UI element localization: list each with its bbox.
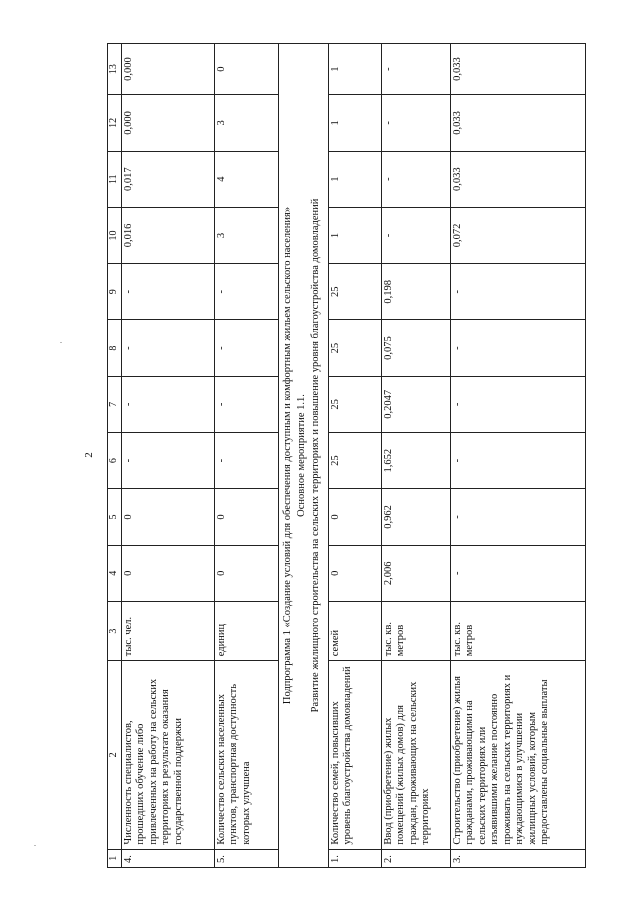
value-cell: 1: [328, 207, 381, 263]
value-cell: 0: [328, 545, 381, 601]
table-row: [328, 44, 381, 868]
value-cell: 1,652: [381, 433, 450, 489]
value-cell: 1: [328, 151, 381, 207]
value-cell: 1: [328, 95, 381, 151]
value-cell: 25: [328, 376, 381, 432]
value-cell: 0: [214, 489, 278, 545]
indicator-name: Количество семей, повысивших уровень благоустройства домовладений: [328, 661, 381, 849]
value-cell: -: [121, 264, 214, 320]
column-header: 11: [108, 151, 122, 207]
indicator-name: Строительство (приобретение) жилья гражданами, проживающими на сельских территориях или изъявившими желание постоянно проживать на сельских территориях и нуждающимися в улучшении жилищных условий, которым предоставлены социальные выплаты: [450, 661, 585, 849]
rotated-table-container: [107, 43, 607, 868]
value-cell: -: [450, 320, 585, 376]
scan-artifact: [34, 845, 36, 846]
value-cell: 0: [214, 545, 278, 601]
value-cell: -: [121, 433, 214, 489]
value-cell: 0,075: [381, 320, 450, 376]
unit-cell: тыс. кв. метров: [450, 601, 585, 660]
value-cell: 25: [328, 320, 381, 376]
indicator-name: Ввод (приобретение) жилых помещений (жилых домов) для граждан, проживающих на сельских территориях: [381, 661, 450, 849]
column-header: 3: [108, 601, 122, 660]
table-row: [450, 44, 585, 868]
value-cell: 0: [121, 489, 214, 545]
value-cell: -: [450, 376, 585, 432]
column-header: 12: [108, 95, 122, 151]
value-cell: 0,962: [381, 489, 450, 545]
value-cell: -: [214, 433, 278, 489]
table-row: [121, 44, 214, 868]
value-cell: 0,033: [450, 95, 585, 151]
column-header: 1: [108, 849, 122, 867]
value-cell: -: [450, 489, 585, 545]
value-cell: 0,2047: [381, 376, 450, 432]
value-cell: 4: [214, 151, 278, 207]
main-activity-title: Основное мероприятие 1.1.: [295, 394, 307, 517]
value-cell: 0,033: [450, 44, 585, 95]
value-cell: -: [381, 95, 450, 151]
scan-artifact: [60, 342, 62, 343]
table-row: [214, 44, 278, 868]
column-header: 10: [108, 207, 122, 263]
column-header: 2: [108, 661, 122, 849]
subprogram-title: Подпрограмма 1 «Создание условий для обеспечения доступным и комфортным жильем сельского населения»: [281, 206, 293, 705]
column-header: 4: [108, 545, 122, 601]
page-number: 2: [83, 452, 95, 458]
column-number-row: [108, 44, 122, 868]
value-cell: -: [214, 264, 278, 320]
value-cell: -: [121, 320, 214, 376]
value-cell: -: [450, 545, 585, 601]
activity-description: Развитие жилищного строительства на сельских территориях и повышение уровня благоустройства домовладений: [309, 198, 321, 713]
value-cell: 0,033: [450, 151, 585, 207]
value-cell: 1: [328, 44, 381, 95]
indicator-name: Количество сельских населенных пунктов, транспортная доступность которых улучшена: [214, 661, 278, 849]
subprogram-heading: [278, 44, 328, 868]
value-cell: 3: [214, 207, 278, 263]
value-cell: -: [214, 320, 278, 376]
value-cell: 2,006: [381, 545, 450, 601]
value-cell: 0,016: [121, 207, 214, 263]
value-cell: 0,072: [450, 207, 585, 263]
value-cell: -: [450, 264, 585, 320]
unit-cell: тыс. чел.: [121, 601, 214, 660]
column-header: 13: [108, 44, 122, 95]
value-cell: 25: [328, 264, 381, 320]
indicators-table: [107, 43, 586, 868]
value-cell: 25: [328, 433, 381, 489]
value-cell: -: [450, 433, 585, 489]
value-cell: -: [381, 44, 450, 95]
value-cell: 0,000: [121, 95, 214, 151]
column-header: 5: [108, 489, 122, 545]
row-number: 5.: [214, 849, 278, 867]
value-cell: 0: [214, 44, 278, 95]
unit-cell: единиц: [214, 601, 278, 660]
row-number: 3.: [450, 849, 585, 867]
value-cell: 0: [328, 489, 381, 545]
value-cell: 0,017: [121, 151, 214, 207]
column-header: 8: [108, 320, 122, 376]
value-cell: 0,198: [381, 264, 450, 320]
value-cell: 0: [121, 545, 214, 601]
row-number: 1.: [328, 849, 381, 867]
row-number: 2.: [381, 849, 450, 867]
column-header: 6: [108, 433, 122, 489]
value-cell: 0,000: [121, 44, 214, 95]
value-cell: -: [381, 151, 450, 207]
column-header: 9: [108, 264, 122, 320]
value-cell: -: [381, 207, 450, 263]
column-header: 7: [108, 376, 122, 432]
unit-cell: тыс. кв. метров: [381, 601, 450, 660]
value-cell: -: [121, 376, 214, 432]
table-row: [381, 44, 450, 868]
value-cell: 3: [214, 95, 278, 151]
value-cell: -: [214, 376, 278, 432]
unit-cell: семей: [328, 601, 381, 660]
indicator-name: Численность специалистов, прошедших обучение либо привлеченных на работу на сельских территориях в результате оказания государственной поддержки: [121, 661, 214, 849]
row-number: 4.: [121, 849, 214, 867]
subprogram-row: [278, 44, 328, 868]
